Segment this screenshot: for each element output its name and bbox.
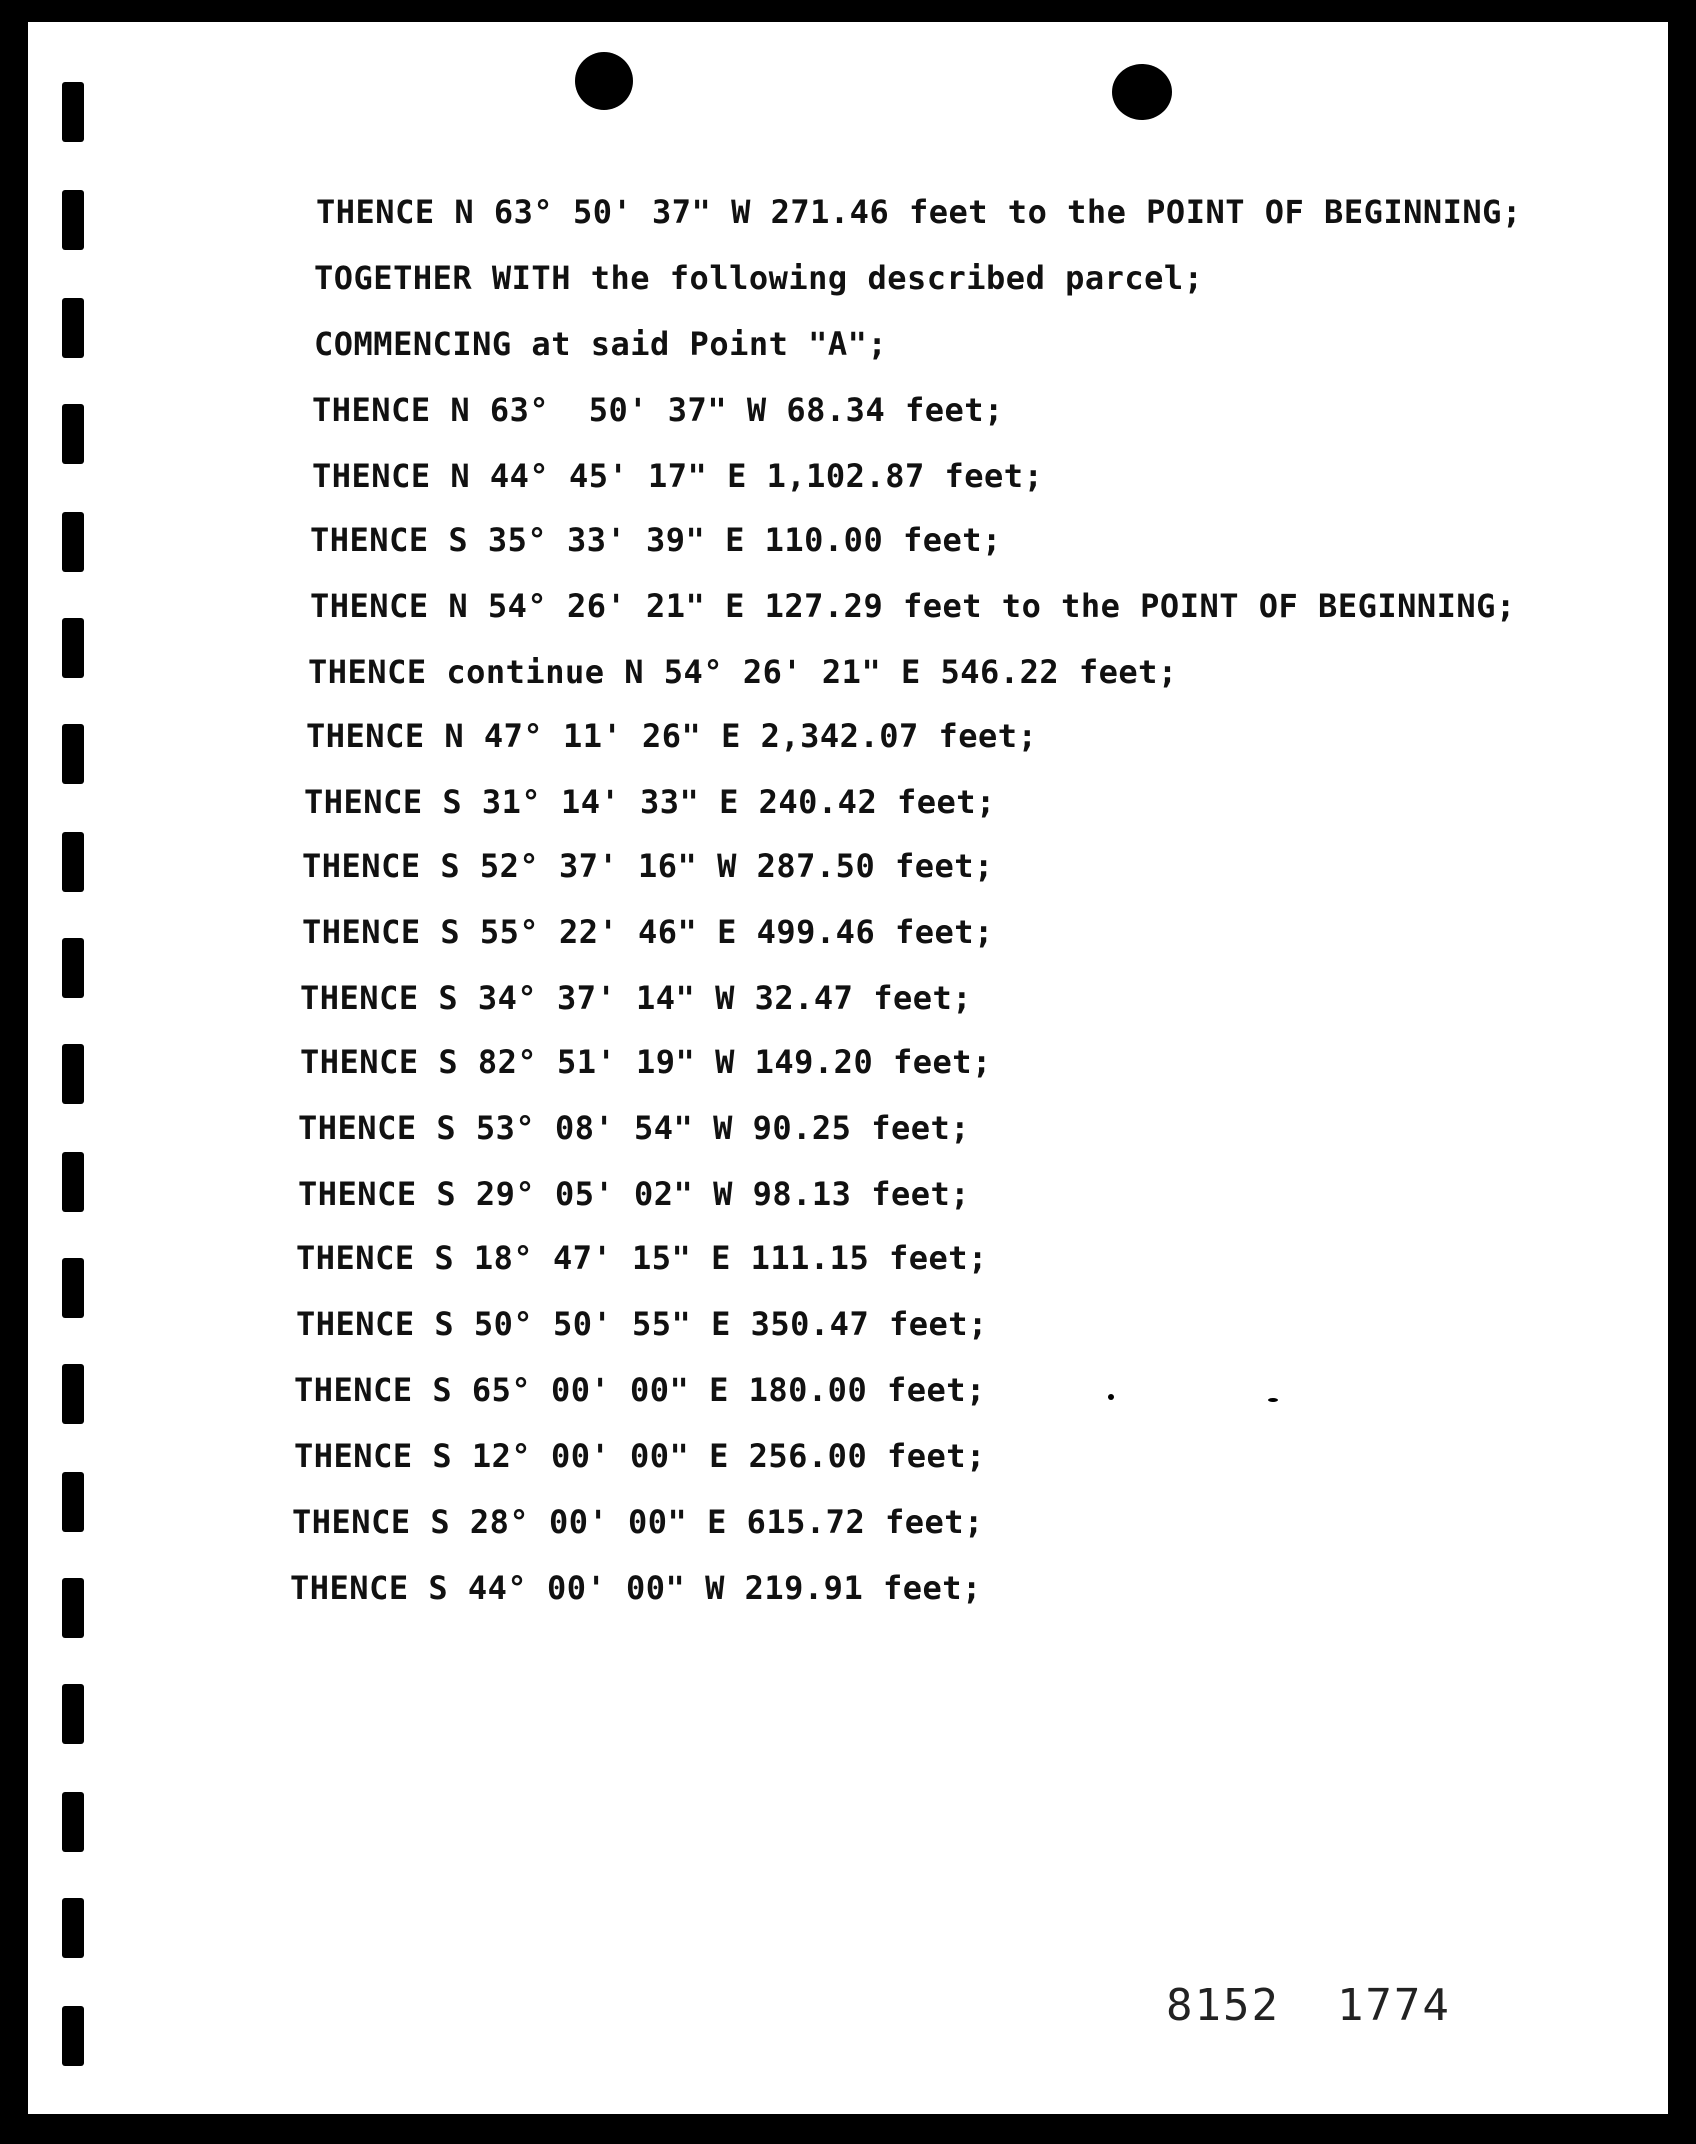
feed-hole-mark xyxy=(62,1898,84,1958)
description-line: THENCE S 53° 08' 54" W 90.25 feet; xyxy=(298,1109,971,1147)
description-line: THENCE N 63° 50' 37" W 68.34 feet; xyxy=(312,391,1004,429)
description-line: THENCE S 12° 00' 00" E 256.00 feet; xyxy=(294,1437,986,1475)
document-page xyxy=(28,22,1668,2114)
description-line: THENCE S 65° 00' 00" E 180.00 feet; xyxy=(294,1371,986,1409)
description-line: THENCE N 54° 26' 21" E 127.29 feet to the POINT OF BEGINNING; xyxy=(310,587,1516,625)
description-line: THENCE S 28° 00' 00" E 615.72 feet; xyxy=(292,1503,984,1541)
description-line: THENCE S 35° 33' 39" E 110.00 feet; xyxy=(310,521,1002,559)
description-line: THENCE S 31° 14' 33" E 240.42 feet; xyxy=(304,783,996,821)
description-line: COMMENCING at said Point "A"; xyxy=(314,325,888,363)
description-line: THENCE S 55° 22' 46" E 499.46 feet; xyxy=(302,913,994,951)
description-line: THENCE N 63° 50' 37" W 271.46 feet to the POINT OF BEGINNING; xyxy=(316,193,1522,231)
description-line: THENCE N 47° 11' 26" E 2,342.07 feet; xyxy=(306,717,1038,755)
page-number: 8152 1774 xyxy=(1166,1980,1451,2031)
description-line: THENCE S 18° 47' 15" E 111.15 feet; xyxy=(296,1239,988,1277)
description-line: THENCE S 29° 05' 02" W 98.13 feet; xyxy=(298,1175,971,1213)
description-line: THENCE S 34° 37' 14" W 32.47 feet; xyxy=(300,979,973,1017)
description-line: THENCE S 52° 37' 16" W 287.50 feet; xyxy=(302,847,994,885)
description-line: THENCE continue N 54° 26' 21" E 546.22 feet; xyxy=(308,653,1178,691)
feed-hole-mark xyxy=(62,2006,84,2066)
description-line: THENCE S 44° 00' 00" W 219.91 feet; xyxy=(290,1569,982,1607)
description-line: THENCE S 82° 51' 19" W 149.20 feet; xyxy=(300,1043,992,1081)
description-line: THENCE S 50° 50' 55" E 350.47 feet; xyxy=(296,1305,988,1343)
description-line: THENCE N 44° 45' 17" E 1,102.87 feet; xyxy=(312,457,1044,495)
scan-speck xyxy=(1268,1398,1278,1402)
scan-speck xyxy=(1108,1394,1114,1400)
description-line: TOGETHER WITH the following described parcel; xyxy=(314,259,1204,297)
feed-hole-mark xyxy=(62,1792,84,1852)
legal-description-text xyxy=(28,22,1668,1722)
